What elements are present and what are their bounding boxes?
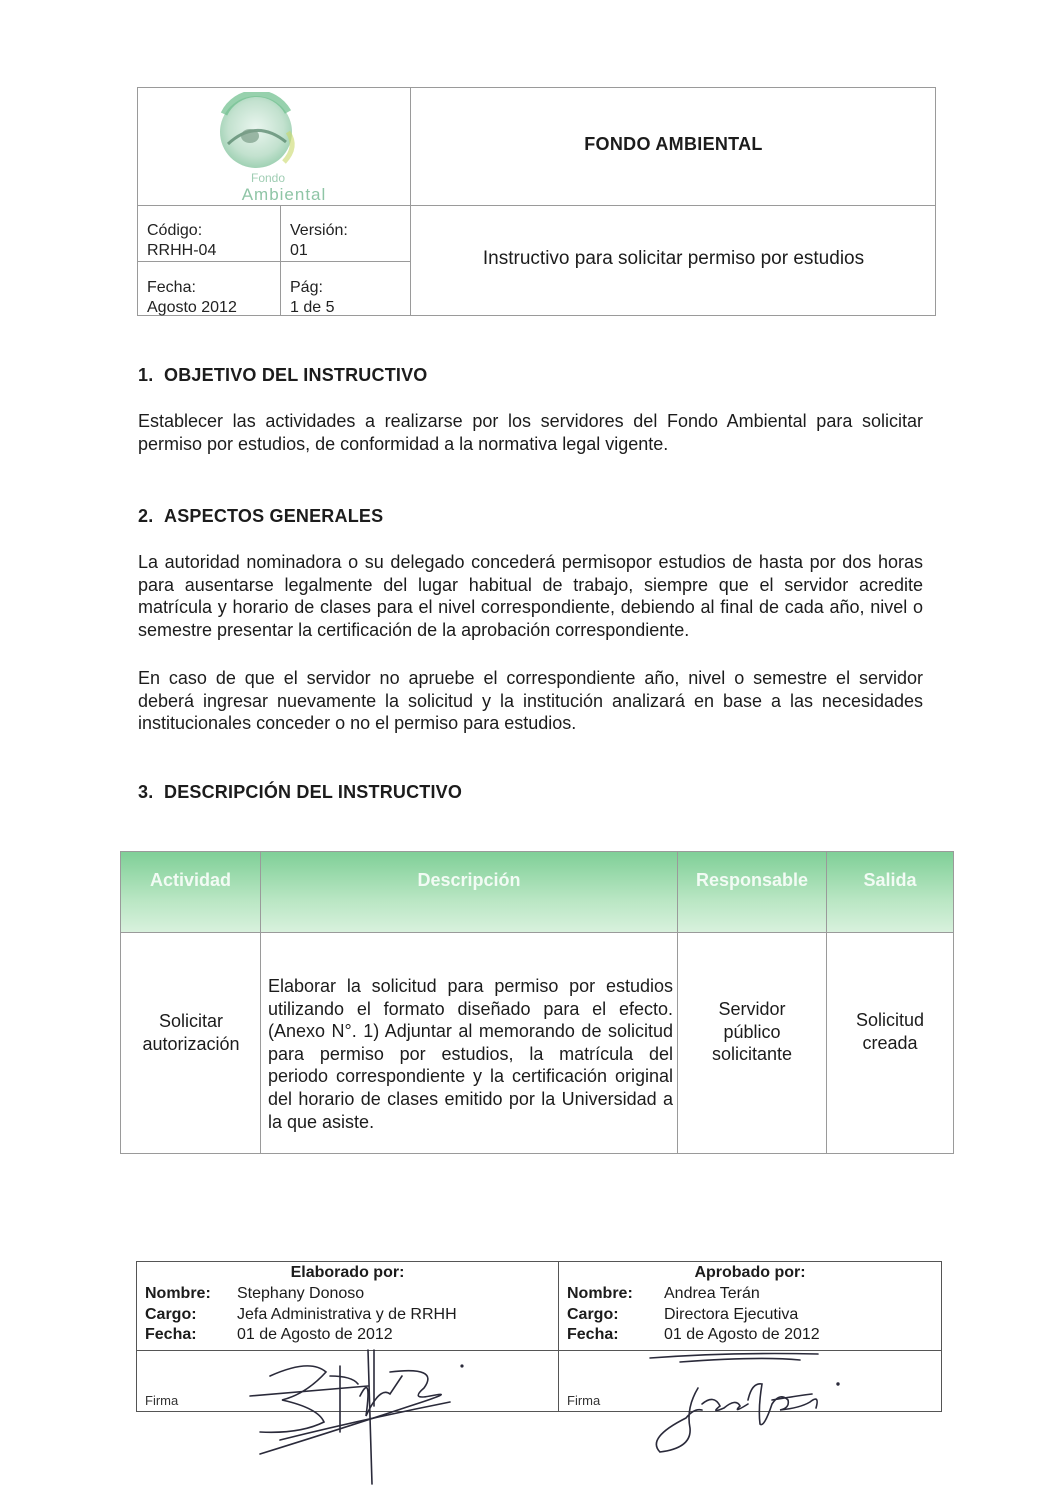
section-number: 2.	[138, 506, 154, 526]
table-row-divider	[121, 932, 953, 933]
table-header-row	[121, 852, 953, 932]
page-value: 1 de 5	[290, 299, 335, 316]
table-cell-output: Solicitud creada	[855, 1010, 925, 1053]
date-label: Fecha:	[145, 1326, 197, 1343]
code-label: Código:	[147, 222, 203, 239]
date-label: Fecha:	[147, 279, 196, 296]
approved-name: Andrea Terán	[664, 1285, 760, 1302]
approved-role: Directora Ejecutiva	[664, 1305, 799, 1323]
header-divider	[138, 261, 410, 262]
signature-label: Firma	[567, 1393, 601, 1408]
date-label: Fecha:	[567, 1326, 619, 1343]
table-cell-activity: Solicitar autorización	[142, 1011, 240, 1054]
header-divider	[410, 88, 411, 315]
role-label: Cargo:	[567, 1305, 619, 1323]
section-paragraph: Establecer las actividades a realizarse por los servidores del Fondo Ambiental para solicitar permiso por estudios, de conformidad a la normativa legal vigente.	[138, 411, 923, 454]
prepared-name: Stephany Donoso	[237, 1285, 365, 1302]
table-column-divider	[260, 852, 261, 1153]
document-title: Instructivo para solicitar permiso por estudios	[482, 248, 865, 269]
signature-label: Firma	[145, 1393, 179, 1408]
svg-text:Ambiental: Ambiental	[241, 185, 327, 204]
table-cell-description: Elaborar la solicitud para permiso por estudios utilizando el formato diseñado para el efecto. (Anexo N°. 1) Adjuntar al memorando de solicitud para permiso por estudios, la matrícula del periodo correspondiente y la certificación original del horario de clases emitido por la Universidad a la que asiste.	[268, 976, 673, 1132]
section-paragraph: La autoridad nominadora o su delegado concederá permisopor estudios de hasta por dos horas para ausentarse legalmente del lugar habitual de trabajo, siempre que el servidor acredite matrícula y horario de clases para el nivel correspondiente, debiendo al final de cada año, nivel o semestre presentar la certificación de la aprobación correspondiente.	[138, 552, 923, 640]
section-heading	[138, 506, 383, 527]
section-title: OBJETIVO DEL INSTRUCTIVO	[164, 365, 428, 385]
prepared-name-row	[145, 1284, 364, 1305]
table-cell-responsible: Servidor público solicitante	[711, 999, 793, 1065]
section-heading	[138, 782, 462, 803]
header-divider	[138, 205, 935, 206]
organization-name: FONDO AMBIENTAL	[584, 134, 763, 154]
section-paragraph: En caso de que el servidor no apruebe el correspondiente año, nivel o semestre el servidor deberá ingresar nuevamente la solicitud y la institución analizará en base a las necesidades institucionales conceder o no el permiso para estudios.	[138, 668, 923, 734]
approved-date: 01 de Agosto de 2012	[664, 1326, 820, 1343]
table-header-description: Descripción	[417, 870, 521, 890]
table-header-output: Salida	[863, 870, 917, 890]
approved-name-row	[567, 1284, 760, 1305]
name-label: Nombre:	[145, 1285, 211, 1302]
prepared-role-row	[145, 1305, 457, 1326]
approved-date-row	[567, 1325, 820, 1346]
section-title: DESCRIPCIÓN DEL INSTRUCTIVO	[164, 782, 463, 802]
section-title: ASPECTOS GENERALES	[164, 506, 384, 526]
section-number: 3.	[138, 782, 154, 802]
approved-role-row	[567, 1305, 798, 1326]
document-header	[137, 87, 936, 316]
version-value: 01	[290, 242, 308, 259]
version-label: Versión:	[290, 222, 348, 239]
signature-divider	[558, 1262, 559, 1411]
table-header-responsible: Responsable	[695, 870, 809, 890]
prepared-role: Jefa Administrativa y de RRHH	[237, 1305, 457, 1323]
activity-table	[120, 851, 954, 1154]
table-column-divider	[677, 852, 678, 1153]
prepared-signature-drawing	[240, 1336, 480, 1488]
date-value: Agosto 2012	[147, 299, 237, 316]
header-divider	[280, 205, 281, 315]
approved-by-title: Aprobado por:	[694, 1264, 806, 1281]
prepared-by-title: Elaborado por:	[290, 1264, 405, 1281]
page-label: Pág:	[290, 279, 323, 296]
section-heading	[138, 365, 428, 386]
approved-signature-drawing	[640, 1348, 850, 1466]
section-number: 1.	[138, 365, 154, 385]
table-header-activity: Actividad	[149, 870, 232, 890]
code-value: RRHH-04	[147, 242, 217, 259]
prepared-date: 01 de Agosto de 2012	[237, 1326, 393, 1343]
role-label: Cargo:	[145, 1305, 197, 1323]
table-column-divider	[826, 852, 827, 1153]
fondo-ambiental-logo	[198, 92, 348, 204]
svg-text:Fondo: Fondo	[250, 171, 286, 185]
name-label: Nombre:	[567, 1285, 633, 1302]
